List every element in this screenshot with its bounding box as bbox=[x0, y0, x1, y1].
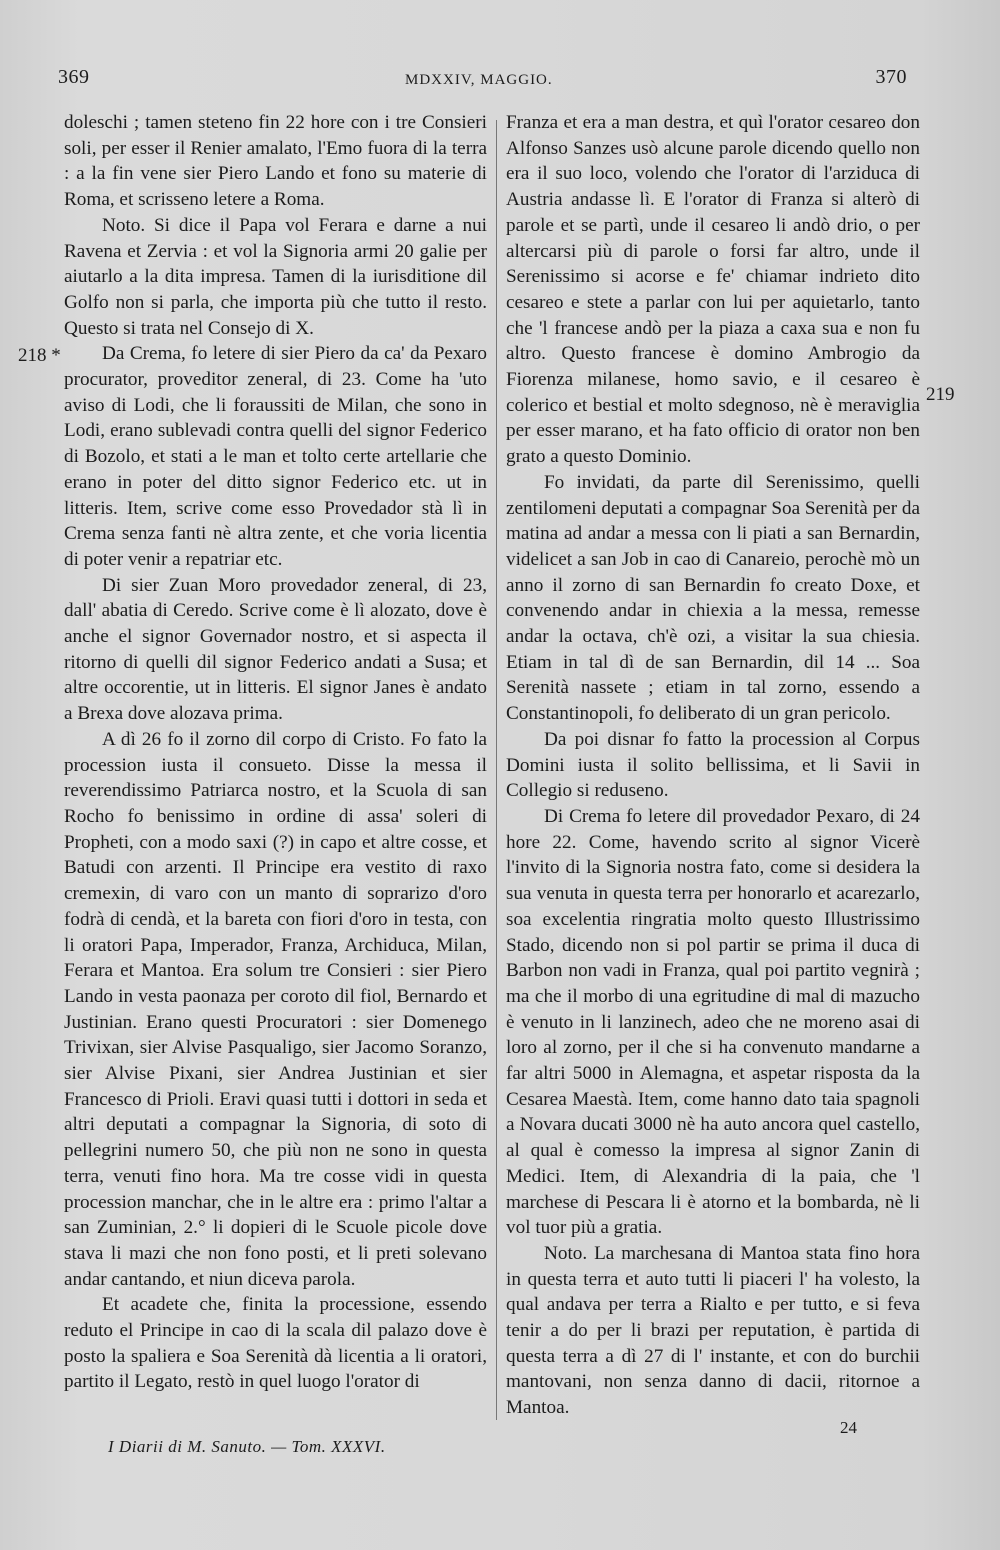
paragraph: Et acadete che, finita la processione, essendo reduto el Principe in cao di la scala dil palazo dove è posto la spaliera e Soa Serenità dà licentia a li oratori, partito il Legato, restò in quel luogo l'orator di bbox=[64, 1294, 487, 1393]
page-number-left: 369 bbox=[58, 66, 90, 88]
margin-number-left: 218 * bbox=[18, 345, 61, 366]
paragraph: Da poi disnar fo fatto la procession al Corpus Domini iusta il solito bellissima, et li Savii in Collegio si reduseno. bbox=[506, 728, 920, 802]
paragraph: A dì 26 fo il zorno dil corpo di Cristo. Fo fato la procession iusta il consueto. Disse la messa il reverendissimo Patriarca nostro, et la Scuola di san Rocho fo benissimo in ordine di assa' soleri di Propheti, con a modo saxi (?) in capo et altre cosse, et Batudi con arzenti. Il Principe era vestito di raxo cremexin, di varo con un manto di soprarizo d'oro fodrà di cendà, et la bareta con fiori d'oro in testa, con li oratori Papa, Imperador, Franza, Archiduca, Milan, Ferara et Mantoa. Era solum tre Consieri : sier Piero Lando in vesta paonaza per coroto dil fiol, Bernardo et Justinian. Erano questi Procuratori : sier Domenego Trivixan, sier Alvise Pasqualigo, sier Jacomo Soranzo, sier Alvise Pixani, sier Andrea Justinian et sier Francesco di Prioli. Eravi quasi tutti i dottori in seda et altri deputati a compagnar la Signoria, di soto di pellegrini numero 50, che più non ne sono in questa terra, venuti fino hora. Ma tre cosse vidi in questa procession manchar, che in le altre era : primo l'altar a san Zuminian, 2.° li dopieri di le Scuole picole dove stava li mazi che non fono posti, et li preti solevano andar cantando, et niun diceva parola. bbox=[64, 728, 487, 1290]
right-column bbox=[506, 110, 920, 1421]
paragraph: Fo invidati, da parte dil Serenissimo, quelli zentilomeni deputati a compagnar Soa Serenità per da matina ad andar a messa con li piati a san Bernardin, videlicet a san Job in cao di Canareio, perochè mò un anno il zorno di san Bernardin fo creato Doxe, et convenendo andar in chiexia a la messa, remesse andar la octava, ch'è ozi, a visitar la sua chiesia. Etiam in tal dì de san Bernardin, dil 14 ... Soa Serenità nassete ; etiam in tal zorno, essendo a Constantinopoli, fo deliberato di un gran pericolo. bbox=[506, 471, 920, 725]
left-column bbox=[64, 110, 487, 1395]
paragraph: Di sier Zuan Moro provedador zeneral, di 23, dall' abatia di Ceredo. Scrive come è lì alozato, dove è anche el signor Governador nostro, et si aspecta il ritorno di quelli dil signor Federico andati a Susa; et altre occorentie, ut in litteris. El signor Janes è andato a Brexa dove alozava prima. bbox=[64, 574, 487, 725]
paragraph: doleschi ; tamen steteno fin 22 hore con i tre Consieri soli, per esser il Renier amalato, l'Emo fuora di la terra : a la fin vene sier Piero Lando et fono su materie di Roma, et scrisseno letere a Roma. bbox=[64, 112, 487, 211]
running-header: MDXXIV, MAGGIO. bbox=[405, 72, 553, 88]
margin-number-right: 219 bbox=[926, 384, 955, 405]
paragraph: Noto. Si dice il Papa vol Ferara e darne a nui Ravena et Zervia : et vol la Signoria armi 20 galie per aiutarlo a la dita impresa. Tamen di la iurisditione dil Golfo non si parla, che importa più che tutto il resto. Questo si trata nel Consejo di X. bbox=[64, 214, 487, 339]
paragraph: Di Crema fo letere dil provedador Pexaro, di 24 hore 22. Come, havendo scrito al signor Vicerè l'invito di la Signoria nostra fato, come si desidera la sua venuta in questa terra per honorarlo et acarezarlo, soa excelentia ringratia molto questo Illustrissimo Stado, dicendo non si pol partir se prima il duca di Barbon non vadi in Franza, qual poi partito vegnirà ; ma che il morbo di una egritudine di mal di mazucho è venuto in li lanzinech, adeo che ne moreno asai di loro al zorno, per il che si ha convenuto mandarne a far altri 5000 in Alemagna, et aspetar risposta da la Cesarea Maestà. Item, come hanno dato taia spagnoli a Novara ducati 3000 nè ha auto ancora quel castello, al qual è comesso la impresa al signor Zanin di Medici. Item, di Alexandria di la paia, che 'l marchese di Pescara li è atorno et la bombarda, nè li vol tuor più a gratia. bbox=[506, 805, 920, 1239]
footer-title: I Diarii di M. Sanuto. — Tom. XXXVI. bbox=[108, 1437, 386, 1456]
signature-mark: 24 bbox=[840, 1418, 857, 1437]
column-divider bbox=[496, 120, 497, 1420]
paragraph: Da Crema, fo letere di sier Piero da ca' da Pexaro procurator, proveditor zeneral, di 23. Come ha 'uto aviso di Lodi, che li foraussiti de Milan, che sono in Lodi, erano sublevadi contra quelli del signor Federico di Bozolo, et stati a le man et tolto certe artellarie che erano in poter del ditto signor Federico etc. ut in litteris. Item, scrive come esso Provedador stà lì in Crema senza fanti nè altra zente, et che voria licentia di poter venir a repatriar etc. bbox=[64, 343, 487, 570]
paragraph: Franza et era a man destra, et quì l'orator cesareo don Alfonso Sanzes usò alcune parole dicendo quello non era il suo loco, volendo che l'orator di l'arziduca di Austria andasse lì. E l'orator di Franza si alterò di parole et se partì, unde il cesareo li andò drio, o per altercarsi più di parole o forsi far altro, unde il Serenissimo si acorse e fe' chiamar indrieto dito cesareo e stete a parlar con lui per aquietarlo, tanto che 'l francese andò per la piaza a caxa sua e non fu altro. Questo francese è domino Ambrogio da Fiorenza milanese, homo savio, e il cesareo è colerico et bestial et molto sdegnoso, nè è meraviglia per esser marano, et ha fato officio di orator non ben grato a questo Dominio. bbox=[506, 112, 920, 468]
page-number-right: 370 bbox=[875, 66, 907, 88]
paragraph: Noto. La marchesana di Mantoa stata fino hora in questa terra et auto tutti li piaceri l' ha volesto, la qual andava per terra a Rialto e per tutto, e si feva tenir a do per li brazi per reputation, è partida di questa terra a dì 27 di l' instante, et con do burchii mantovani, non senza danno di dacii, ritornoe a Mantoa. bbox=[506, 1242, 920, 1419]
